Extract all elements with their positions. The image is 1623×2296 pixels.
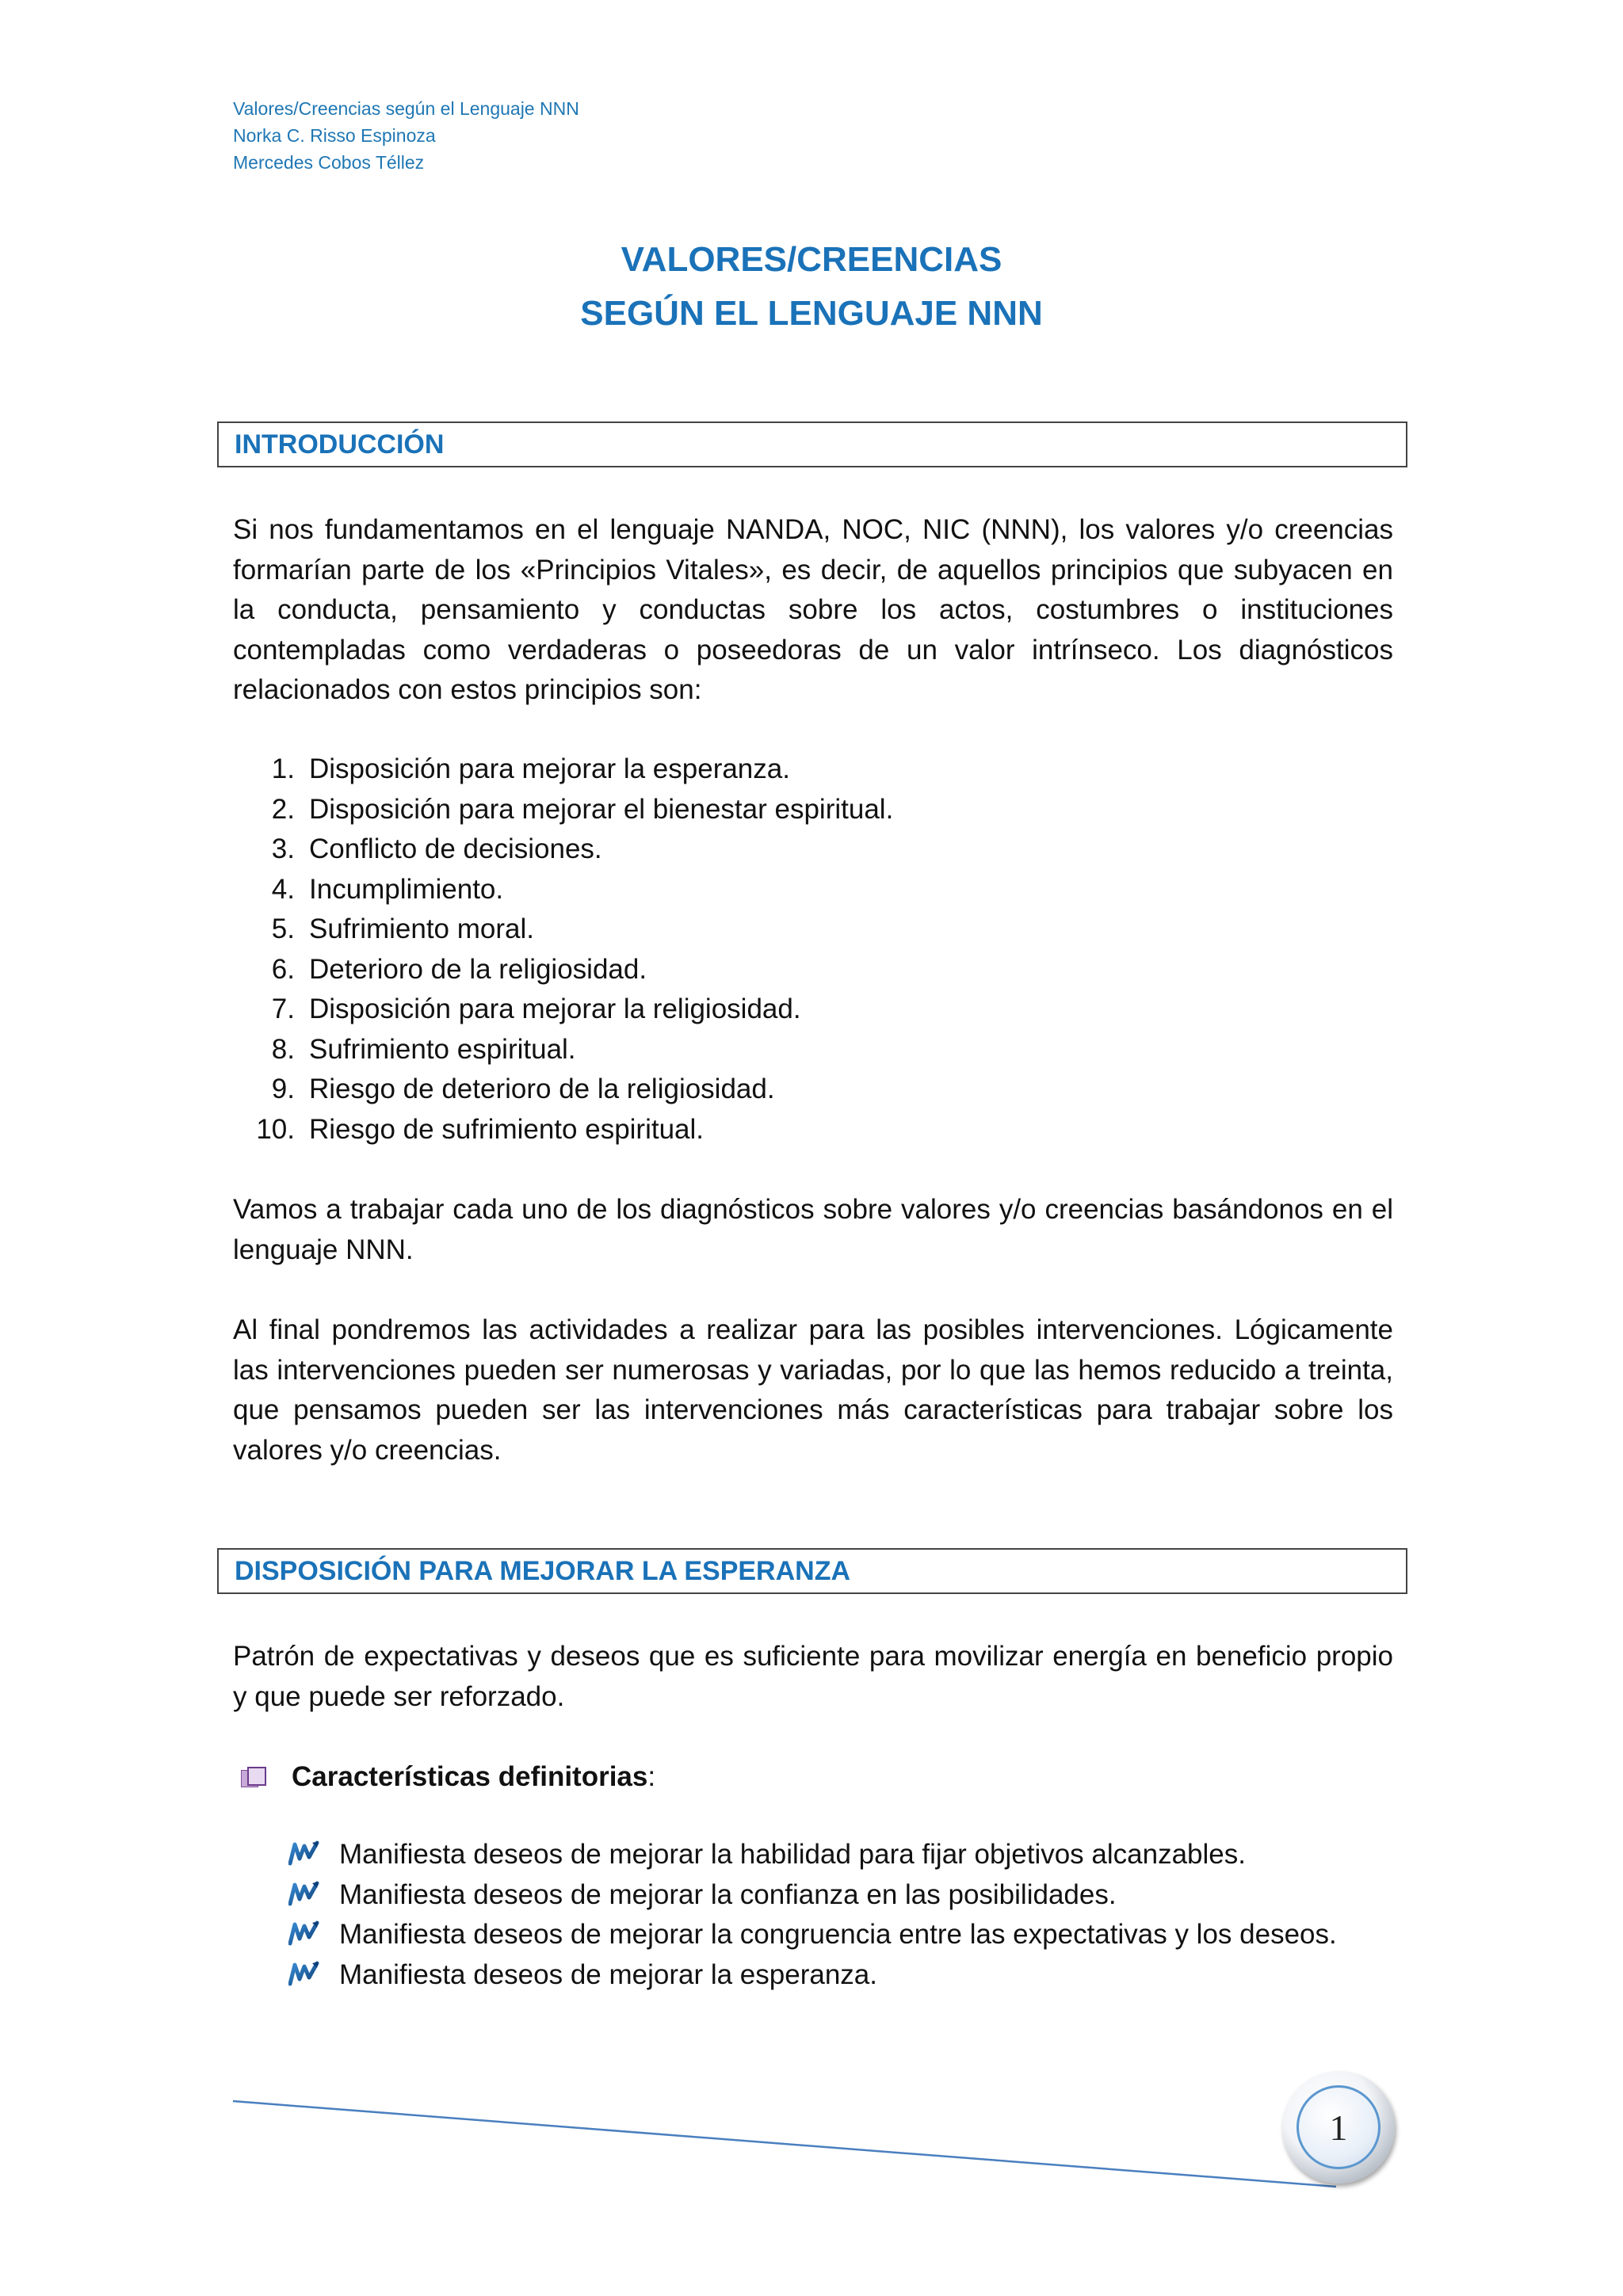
- diagnosis-number: 8.: [271, 1033, 295, 1065]
- diagnosis-text: Conflicto de decisiones.: [309, 833, 602, 864]
- characteristic-text: Manifiesta deseos de mejorar la congruencia entre las expectativas y los deseos.: [339, 1919, 1337, 1950]
- section-heading-label: DISPOSICIÓN PARA MEJORAR LA ESPERANZA: [235, 1555, 851, 1586]
- diagnosis-number: 4.: [271, 873, 295, 905]
- diagnosis-text: Disposición para mejorar la religiosidad.: [309, 994, 801, 1024]
- header-author-1: Norka C. Risso Espinoza: [233, 125, 436, 146]
- diagnosis-text: Incumplimiento.: [309, 873, 504, 905]
- diagnosis-text: Disposición para mejorar el bienestar espiritual.: [309, 793, 894, 825]
- diagnosis-number: 2.: [271, 793, 295, 825]
- characteristic-text: Manifiesta deseos de mejorar la confianza en las posibilidades.: [339, 1878, 1117, 1910]
- diagnosis-number: 9.: [271, 1074, 295, 1104]
- diagnosis-number: 6.: [271, 953, 295, 985]
- diagnosis-text: Riesgo de deterioro de la religiosidad.: [309, 1074, 775, 1104]
- diagnosis-number: 1.: [271, 753, 295, 784]
- intro-paragraph: Si nos fundamentamos en el lenguaje NANDA, NOC, NIC (NNN), los valores y/o creencias formarían parte de los «Principios Vitales», es decir, de aquellos principios que subyacen en la conducta, pensamiento y conductas sobre los actos, costumbres o instituciones contempladas como verdaderas o poseedoras de un valor intrínseco. Los diagnósticos relacionados con estos principios son:: [233, 514, 1393, 705]
- page-number-badge: [1282, 2071, 1395, 2183]
- diagnosis-text: Riesgo de sufrimiento espiritual.: [309, 1113, 705, 1145]
- section-heading-label: INTRODUCCIÓN: [235, 429, 445, 460]
- page-number-inner: [1296, 2085, 1381, 2169]
- diagnosis-number: 7.: [271, 994, 295, 1024]
- work-paragraph: Vamos a trabajar cada uno de los diagnósticos sobre valores y/o creencias basándonos en el lenguaje NNN.: [233, 1194, 1393, 1265]
- defining-characteristics-colon: :: [647, 1761, 656, 1792]
- page-number: 1: [1329, 2107, 1348, 2148]
- esperanza-definition: Patrón de expectativas y deseos que es suficiente para movilizar energía en beneficio propio y que puede ser reforzado.: [233, 1641, 1393, 1712]
- characteristic-text: Manifiesta deseos de mejorar la esperanza.: [339, 1958, 877, 1990]
- diagnosis-number: 3.: [271, 833, 295, 864]
- page-title-line-1: VALORES/CREENCIAS: [621, 240, 1002, 279]
- diagnosis-number: 10.: [256, 1113, 295, 1145]
- page-title-line-2: SEGÚN EL LENGUAJE NNN: [580, 294, 1043, 333]
- diagnosis-text: Sufrimiento moral.: [309, 913, 534, 944]
- header-author-2: Mercedes Cobos Téllez: [233, 152, 425, 173]
- diagnosis-text: Deterioro de la religiosidad.: [309, 953, 647, 985]
- diagnosis-number: 5.: [271, 913, 295, 944]
- characteristic-text: Manifiesta deseos de mejorar la habilidad para fijar objetivos alcanzables.: [339, 1839, 1246, 1870]
- diagnosis-text: Disposición para mejorar la esperanza.: [309, 753, 790, 784]
- final-paragraph: Al final pondremos las actividades a realizar para las posibles intervenciones. Lógicamente las intervenciones pueden ser numerosas y variadas, por lo que las hemos reducido a treinta, que pensamos pueden ser las intervenciones más características para trabajar sobre los valores y/o creencias.: [233, 1314, 1393, 1466]
- header-document-title: Valores/Creencias según el Lenguaje NNN: [233, 98, 579, 119]
- diagnosis-text: Sufrimiento espiritual.: [309, 1033, 576, 1065]
- defining-characteristics-label: Características definitorias: [292, 1761, 648, 1792]
